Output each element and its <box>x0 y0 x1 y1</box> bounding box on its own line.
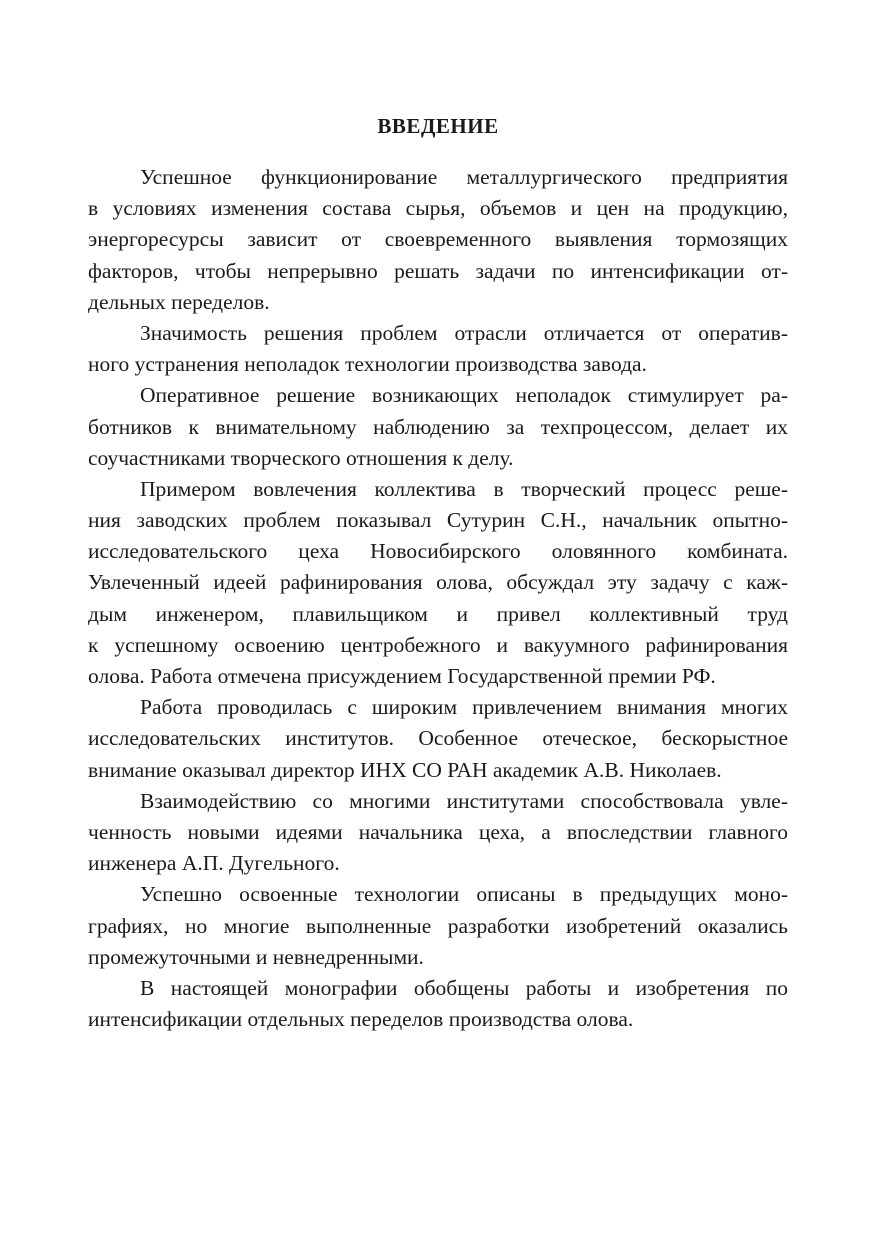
text-line: Взаимодействию со многими институтами способствовала увле- <box>140 788 788 813</box>
text-line: к успешному освоению центробежного и вакуумного рафинирования <box>88 632 788 657</box>
paragraph-2 <box>88 318 788 380</box>
text-line: дельных переделов. <box>88 289 270 314</box>
text-line: инженера А.П. Дугельного. <box>88 851 340 876</box>
text-line: энергоресурсы зависит от своевременного выявления тормозящих <box>88 227 788 252</box>
paragraph-6 <box>88 786 788 880</box>
paragraph-4 <box>88 474 788 692</box>
text-line: Значимость решения проблем отрасли отличается от оператив- <box>140 320 788 345</box>
text-line: исследовательских институтов. Особенное отеческое, бескорыстное <box>88 726 788 751</box>
text-line: интенсификации отдельных переделов производства олова. <box>88 1007 634 1032</box>
text-line: ченность новыми идеями начальника цеха, а впоследствии главного <box>88 819 788 844</box>
page-title: ВВЕДЕНИЕ <box>377 114 499 138</box>
text-line: соучастниками творческого отношения к делу. <box>88 445 514 470</box>
text-line: В настоящей монографии обобщены работы и изобретения по <box>140 975 788 1000</box>
paragraph-1 <box>88 162 788 318</box>
text-line: в условиях изменения состава сырья, объемов и цен на продукцию, <box>88 196 788 221</box>
paragraph-8 <box>88 973 788 1035</box>
text-line: Успешно освоенные технологии описаны в предыдущих моно- <box>140 882 788 907</box>
text-line: Работа проводилась с широким привлечением внимания многих <box>140 695 788 720</box>
text-line: факторов, чтобы непрерывно решать задачи по интенсификации от- <box>88 258 788 283</box>
text-line: Оперативное решение возникающих неполадок стимулирует ра- <box>140 383 788 408</box>
text-line: дым инженером, плавильщиком и привел коллективный труд <box>88 601 788 626</box>
text-line: Примером вовлечения коллектива в творческий процесс реше- <box>140 476 788 501</box>
text-line: графиях, но многие выполненные разработки изобретений оказались <box>88 913 788 938</box>
text-line: исследовательского цеха Новосибирского оловянного комбината. <box>88 539 788 564</box>
text-line: ного устранения неполадок технологии производства завода. <box>88 352 647 377</box>
text-line: олова. Работа отмечена присуждением Государственной премии РФ. <box>88 664 716 688</box>
text-line: промежуточными и невнедренными. <box>88 944 424 969</box>
paragraph-5 <box>88 692 788 786</box>
paragraph-3 <box>88 380 788 474</box>
body-text <box>88 162 788 1035</box>
paragraph-7 <box>88 879 788 973</box>
text-line: ния заводских проблем показывал Сутурин С.Н., начальник опытно- <box>88 508 788 533</box>
text-line: Успешное функционирование металлургического предприятия <box>140 165 788 189</box>
text-line: ботников к внимательному наблюдению за техпроцессом, делает их <box>88 414 788 439</box>
text-line: Увлеченный идеей рафинирования олова, обсуждал эту задачу с каж- <box>88 570 788 595</box>
text-line: внимание оказывал директор ИНХ СО РАН академик А.В. Николаев. <box>88 757 722 782</box>
